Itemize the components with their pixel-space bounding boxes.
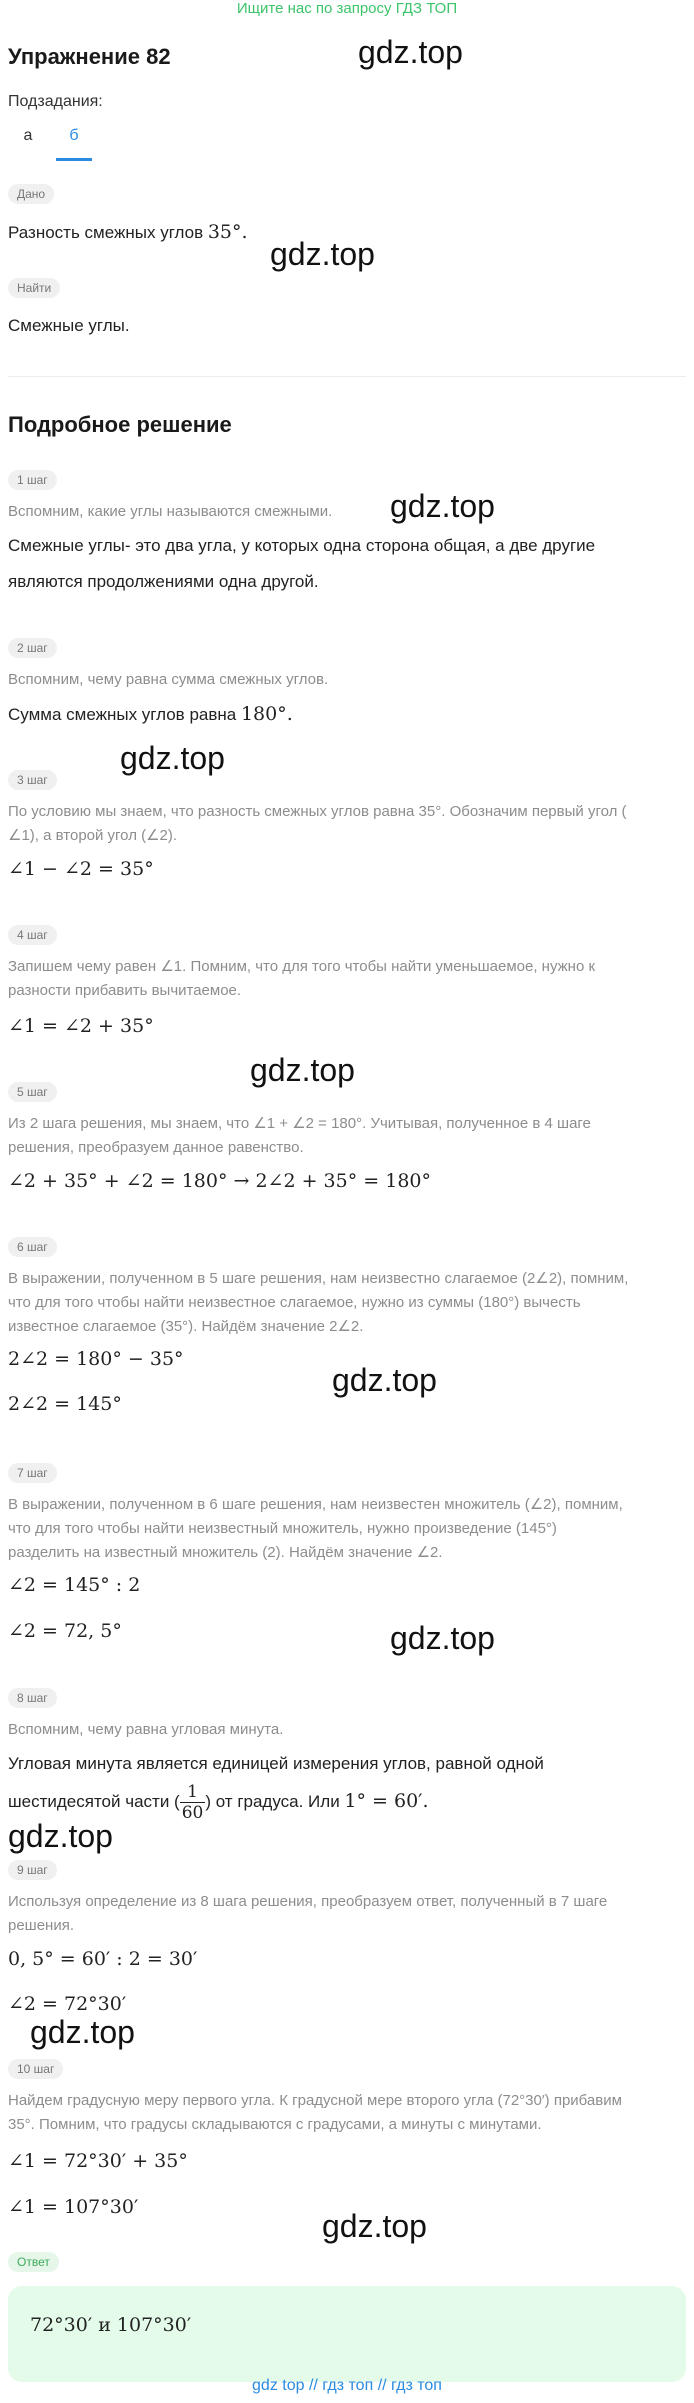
step-text: Сумма смежных углов равна 180°. [8,703,293,725]
step-math: 2∠2 = 180° − 35° [8,1348,184,1370]
step-math: ∠1 = ∠2 + 35° [8,1015,154,1037]
step-text: Угловая минута является единицей измерения углов, равной одной [8,1754,544,1773]
step-hint: Вспомним, чему равна сумма смежных углов. [8,671,329,688]
tab-b[interactable]: б [56,124,92,161]
step-hint: решения, преобразуем данное равенство. [8,1139,304,1156]
step-math: 2∠2 = 145° [8,1393,122,1415]
solution-title: Подробное решение [8,412,232,437]
step-hint: что для того чтобы найти неизвестный множитель, нужно произведение (145°) [8,1520,557,1537]
step-hint: Запишем чему равен ∠1. Помним, что для того чтобы найти уменьшаемое, нужно к [8,958,596,975]
step-hint: В выражении, полученном в 6 шаге решения, нам неизвестен множитель (∠2), помним, [8,1496,623,1513]
watermark: gdz.top [30,2014,135,2050]
step-chip: 4 шаг [8,925,57,945]
given-text: Разность смежных углов 35°. [8,221,248,243]
step-hint: решения. [8,1917,75,1934]
step-hint: Вспомним, чему равна угловая минута. [8,1721,284,1738]
step-math: ∠1 − ∠2 = 35° [8,858,154,880]
step-hint: По условию мы знаем, что разность смежных углов равна 35°. Обозначим первый угол ( [8,803,627,820]
find-chip: Найти [8,278,60,298]
divider [8,376,686,377]
find-text: Смежные углы. [8,316,130,335]
top-banner[interactable]: Ищите нас по запросу ГДЗ ТОП [236,0,458,17]
step-hint: В выражении, полученном в 5 шаге решения, нам неизвестно слагаемое (2∠2), помним, [8,1270,629,1287]
step-math: ∠1 = 107°30′ [8,2196,139,2218]
given-chip: Дано [8,184,54,204]
tab-a[interactable]: а [23,127,33,144]
step-hint: разности прибавить вычитаемое. [8,982,242,999]
step-hint: разделить на известный множитель (2). Найдём значение ∠2. [8,1544,443,1561]
step-hint: известное слагаемое (35°). Найдём значение 2∠2. [8,1318,364,1335]
step-chip: 10 шаг [8,2059,63,2079]
step-hint: Из 2 шага решения, мы знаем, что ∠1 + ∠2 = 180°. Учитывая, полученное в 4 шаге [8,1115,591,1132]
step-math: ∠2 = 145° : 2 [8,1574,141,1596]
step-hint: Вспомним, какие углы называются смежными. [8,503,333,520]
step-chip: 5 шаг [8,1082,57,1102]
answer-chip: Ответ [8,2252,59,2272]
step-chip: 3 шаг [8,770,57,790]
watermark: gdz.top [332,1362,437,1398]
subtasks-label: Подзадания: [8,93,103,110]
step-chip: 1 шаг [8,470,57,490]
step-math: ∠2 = 72, 5° [8,1620,122,1642]
watermark: gdz.top [250,1052,355,1088]
footer-links[interactable]: gdz top // гдз топ // гдз топ [252,2377,442,2394]
step-chip: 7 шаг [8,1463,57,1483]
step-math: ∠2 + 35° + ∠2 = 180° → 2∠2 + 35° = 180° [8,1170,431,1192]
watermark: gdz.top [358,34,463,70]
step-math: ∠2 = 72°30′ [8,1993,127,2015]
watermark: gdz.top [390,488,495,524]
step-hint: ∠1), а второй угол (∠2). [8,827,178,844]
answer-text: 72°30′ и 107°30′ [30,2314,192,2336]
watermark: gdz.top [390,1620,495,1656]
step-text: шестидесятой части ( $\frac{1}{60}$ ) от градуса. Или 1° = 60′. [8,1782,429,1823]
step-hint: Найдем градусную меру первого угла. К градусной мере второго угла (72°30′) прибавим [8,2092,622,2109]
step-text: Смежные углы- это два угла, у которых одна сторона общая, а две другие [8,536,596,555]
step-math: ∠1 = 72°30′ + 35° [8,2150,188,2172]
step-text: являются продолжениями одна другой. [8,572,319,591]
step-hint: что для того чтобы найти неизвестное слагаемое, нужно из суммы (180°) вычесть [8,1294,581,1311]
watermark: gdz.top [120,740,225,776]
page-title: Упражнение 82 [8,44,171,69]
step-math: 0, 5° = 60′ : 2 = 30′ [8,1948,198,1970]
watermark: gdz.top [8,1818,113,1854]
watermark: gdz.top [322,2208,427,2244]
watermark: gdz.top [270,236,375,272]
step-chip: 9 шаг [8,1860,57,1880]
step-hint: 35°. Помним, что градусы складываются с градусами, а минуты с минутами. [8,2116,542,2133]
step-chip: 6 шаг [8,1237,57,1257]
step-chip: 8 шаг [8,1688,57,1708]
step-chip: 2 шаг [8,638,57,658]
step-hint: Используя определение из 8 шага решения, преобразуем ответ, полученный в 7 шаге [8,1893,608,1910]
